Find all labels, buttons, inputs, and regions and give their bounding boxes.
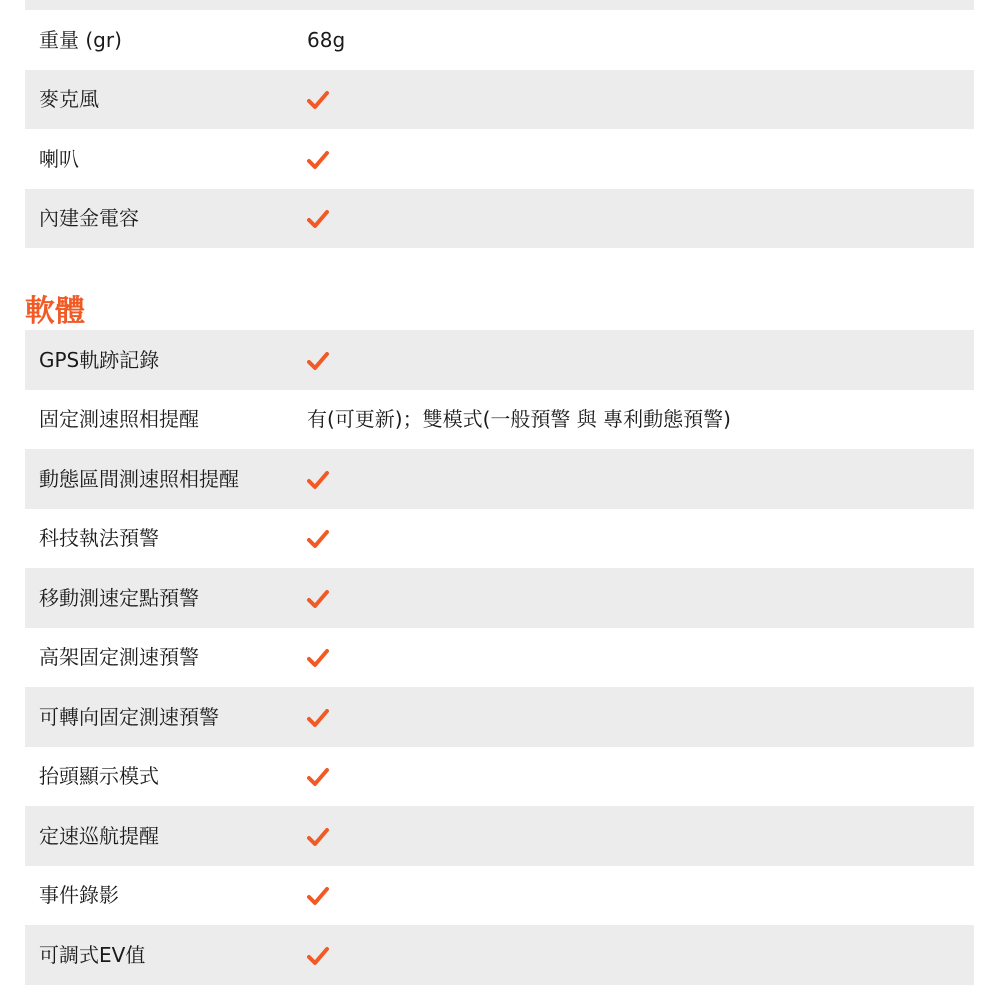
spec-label: 抬頭顯示模式 [39,764,159,789]
spec-value [307,349,329,371]
spec-row-rotatable-fixed-speed [25,687,974,747]
spec-value [307,587,329,609]
spec-label: 內建金電容 [39,206,139,231]
spec-row-weight [25,10,974,70]
section-spacer [25,248,974,286]
check-icon [307,90,329,110]
spec-label: 移動測速定點預警 [39,585,199,610]
spec-value [307,528,329,550]
spec-label: 固定測速照相提醒 [39,407,199,432]
spec-row-supercapacitor [25,189,974,249]
spec-row-elevated-fixed-speed [25,628,974,688]
check-icon [307,470,329,490]
spec-row-tech-enforcement [25,509,974,569]
check-icon [307,708,329,728]
spec-value [307,647,329,669]
spec-label: 動態區間測速照相提醒 [39,466,239,491]
spec-row-adjustable-ev [25,925,974,985]
table-top-strip [25,0,974,10]
spec-value [307,89,329,111]
check-icon [307,767,329,787]
spec-row-event-recording [25,866,974,926]
spec-label: 喇叭 [39,146,79,171]
spec-value [307,468,329,490]
check-icon [307,827,329,847]
spec-label: GPS軌跡記錄 [39,347,160,372]
check-icon [307,648,329,668]
spec-row-fixed-speed-camera [25,390,974,450]
check-icon [307,209,329,229]
spec-value [307,148,329,170]
spec-value [307,766,329,788]
spec-label: 重量 (gr) [39,27,122,52]
check-icon [307,946,329,966]
check-icon [307,351,329,371]
spec-row-mobile-speed-point [25,568,974,628]
spec-label: 麥克風 [39,87,99,112]
spec-label: 可轉向固定測速預警 [39,704,219,729]
check-icon [307,529,329,549]
spec-row-hud-mode [25,747,974,807]
spec-value: 68g [307,27,346,52]
spec-row-cruise-reminder [25,806,974,866]
spec-value [307,885,329,907]
spec-value [307,706,329,728]
check-icon [307,150,329,170]
spec-row-section-speed-camera [25,449,974,509]
section-title-software: 軟體 [25,294,85,329]
spec-table [25,0,974,985]
spec-value: 有(可更新)；雙模式(一般預警 與 專利動態預警) [307,407,731,432]
spec-label: 事件錄影 [39,883,119,908]
spec-label: 高架固定測速預警 [39,645,199,670]
spec-label: 可調式EV值 [39,942,146,967]
spec-value [307,944,329,966]
check-icon [307,589,329,609]
spec-value [307,208,329,230]
spec-row-microphone [25,70,974,130]
spec-label: 定速巡航提醒 [39,823,159,848]
spec-value [307,825,329,847]
spec-row-gps-track [25,330,974,390]
spec-row-speaker [25,129,974,189]
spec-label: 科技執法預警 [39,526,159,551]
check-icon [307,886,329,906]
